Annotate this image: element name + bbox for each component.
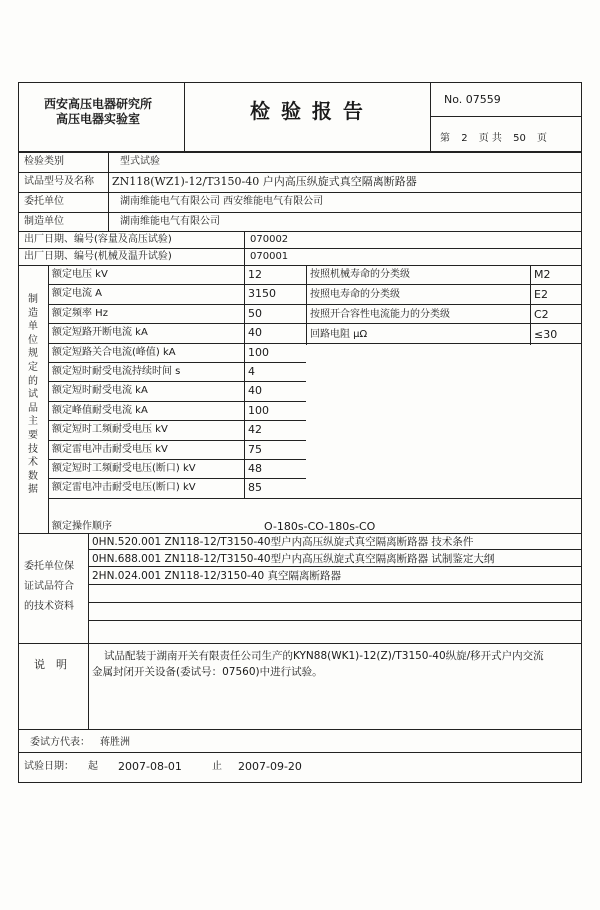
spec-row-value: 48 [248, 462, 262, 475]
spec-side-char: 制 [28, 294, 38, 305]
spec-row-line-value [244, 343, 582, 344]
client-value: 湖南维能电气有限公司 西安维能电气有限公司 [120, 196, 324, 207]
spec-vline-value [244, 265, 245, 498]
report-number: No. 07559 [444, 93, 501, 106]
org-name-line1: 西安高压电器研究所 [44, 97, 153, 111]
op-sequence-value: O-180s-CO-180s-CO [264, 520, 376, 533]
tech-line-1 [88, 549, 582, 550]
tech-line-end [18, 643, 582, 644]
spec-row-label: 额定短路开断电流 kA [52, 327, 148, 339]
dates-label: 试验日期： [24, 761, 74, 772]
category-value: 型式试验 [120, 156, 160, 167]
spec-side-char: 位 [28, 334, 38, 346]
spec-row-label: 额定短时工频耐受电压(断口) kV [52, 463, 196, 474]
spec-row-value: 100 [248, 345, 269, 359]
spec-row-value: 42 [248, 423, 262, 437]
client-label: 委托单位 [24, 196, 64, 207]
spec-side-char: 试 [28, 389, 38, 401]
spec-row-value: 40 [248, 384, 262, 398]
spec-side-char: 主 [28, 416, 38, 428]
info-vline-2 [244, 231, 245, 265]
header-divider-1 [184, 82, 185, 152]
spec-right-label: 按照机械寿命的分类级 [310, 269, 410, 280]
page-number: 2 [461, 133, 468, 144]
spec-row-line [48, 440, 244, 441]
spec-right-label: 按照开合容性电流能力的分类级 [310, 309, 450, 320]
spec-row-line-value [244, 420, 306, 421]
spec-row-label: 额定短路关合电流(峰值) kA [52, 346, 176, 358]
spec-side-char: 技 [28, 443, 38, 455]
info-line-6 [18, 265, 582, 266]
info-line-2 [18, 192, 582, 193]
agent-label: 委试方代表： [30, 737, 90, 748]
spec-row-label: 额定电压 kV [52, 269, 108, 280]
spec-row-line [48, 362, 244, 363]
page-indicator [440, 132, 547, 145]
spec-vline-right [306, 265, 307, 345]
maker-label: 制造单位 [24, 216, 64, 227]
spec-row-label: 额定短时耐受电流 kA [52, 385, 148, 397]
spec-right-label: 按照电寿命的分类级 [310, 289, 400, 300]
spec-row-line-value [244, 304, 582, 305]
spec-right-value: M2 [534, 268, 551, 281]
spec-side-char: 术 [28, 457, 38, 469]
spec-row-value: 3150 [248, 287, 276, 301]
spec-row-line-value [244, 362, 306, 363]
spec-row-line-value [244, 284, 582, 285]
spec-right-value: ≤30 [534, 328, 558, 341]
spec-line-end [18, 533, 582, 534]
dates-start-label: 起 [88, 761, 98, 772]
info-line-4 [18, 231, 582, 232]
note-vline [88, 643, 89, 729]
spec-side-char: 要 [28, 430, 38, 441]
spec-row-line [48, 478, 244, 479]
spec-line-op [48, 498, 582, 499]
tech-doc-2: 0HN.688.001 ZN118-12/T3150-40型户内高压纵旋式真空隔离断路器 试制鉴定大纲 [92, 553, 495, 565]
tech-line-3 [88, 584, 582, 585]
info-line-3 [18, 212, 582, 213]
header-divider-3 [430, 116, 582, 117]
note-line-end [18, 729, 582, 730]
serial1-value: 070002 [250, 234, 289, 245]
spec-row-value: 100 [248, 403, 269, 417]
dates-start: 2007-08-01 [118, 760, 182, 773]
serial2-label: 出厂日期、编号(机械及温升试验) [24, 251, 172, 262]
spec-row-line [48, 459, 244, 460]
op-sequence-label: 额定操作顺序 [52, 521, 112, 532]
info-line-1 [18, 172, 582, 173]
spec-row-value: 40 [248, 326, 262, 340]
agent-name: 蒋胜洲 [100, 737, 130, 748]
spec-side-char: 品 [28, 402, 38, 414]
tech-side-line1: 委托单位保 [24, 561, 74, 572]
spec-row-value: 75 [248, 442, 262, 456]
spec-row-value: 50 [248, 306, 262, 320]
page-mid: 页 共 [478, 133, 502, 144]
spec-side-char: 规 [28, 348, 38, 360]
org-name-line2: 高压电器实验室 [56, 112, 141, 126]
spec-right-value: C2 [534, 308, 549, 321]
tech-doc-3: 2HN.024.001 ZN118-12/3150-40 真空隔离断路器 [92, 570, 342, 582]
page-total: 50 [513, 133, 526, 144]
spec-row-label: 额定雷电冲击耐受电压(断口) kV [52, 482, 196, 494]
spec-row-label: 额定峰值耐受电流 kA [52, 404, 148, 416]
spec-row-label: 额定短时耐受电流持续时间 s [52, 366, 181, 377]
info-line-5 [18, 248, 582, 249]
spec-side-char: 数 [28, 470, 38, 482]
spec-vline-right2 [530, 265, 531, 345]
note-line-2: 金属封闭开关设备(委试号：07560)中进行试验。 [92, 666, 323, 678]
spec-row-label: 额定雷电冲击耐受电压 kV [52, 443, 168, 455]
spec-row-line-value [244, 459, 306, 460]
serial1-label: 出厂日期、编号(容量及高压试验) [24, 234, 172, 245]
spec-row-line [48, 401, 244, 402]
spec-row-line-value [244, 401, 306, 402]
spec-side-char: 据 [28, 484, 38, 496]
note-label: 说 明 [34, 658, 67, 671]
spec-row-line-value [244, 381, 306, 382]
spec-row-line [48, 343, 244, 344]
maker-value: 湖南维能电气有限公司 [120, 216, 220, 227]
dates-end-label: 止 [212, 761, 222, 772]
tech-side-line2: 证试品符合 [24, 581, 74, 592]
model-label: 试品型号及名称 [24, 176, 94, 187]
spec-row-line-value [244, 478, 306, 479]
spec-row-value: 4 [248, 365, 255, 378]
agent-line-end [18, 752, 582, 753]
spec-row-label: 额定频率 Hz [52, 307, 108, 319]
spec-row-label: 额定短时工频耐受电压 kV [52, 424, 168, 436]
spec-side-char: 的 [28, 375, 38, 387]
spec-right-value: E2 [534, 288, 548, 301]
serial2-value: 070001 [250, 251, 289, 262]
spec-row-line-value [244, 323, 582, 324]
header-divider-2 [430, 82, 431, 152]
tech-line-5 [88, 620, 582, 621]
note-line-1: 试品配装于湖南开关有限责任公司生产的KYN88(WK1)-12(Z)/T3150-40纵旋/移开式户内交流 [104, 650, 544, 662]
info-vline-1 [108, 152, 109, 231]
dates-end: 2007-09-20 [238, 760, 302, 773]
spec-vline-side [48, 265, 49, 533]
tech-side-line3: 的技术资料 [24, 601, 74, 612]
report-title: 检 验 报 告 [250, 99, 365, 123]
page-suffix: 页 [537, 133, 548, 144]
spec-side-char: 单 [28, 321, 38, 333]
tech-line-4 [88, 602, 582, 603]
tech-doc-1: 0HN.520.001 ZN118-12/T3150-40型户内高压纵旋式真空隔离断路器 技术条件 [92, 536, 474, 548]
category-label: 检验类别 [24, 156, 64, 167]
spec-right-label: 回路电阻 μΩ [310, 329, 368, 340]
spec-row-label: 额定电流 A [52, 288, 103, 300]
spec-row-value: 85 [248, 481, 262, 495]
tech-line-2 [88, 566, 582, 567]
spec-side-char: 造 [28, 307, 38, 319]
spec-row-line [48, 381, 244, 382]
model-value: ZN118(WZ1)-12/T3150-40 户内高压纵旋式真空隔离断路器 [112, 175, 417, 188]
spec-side-char: 定 [28, 362, 38, 373]
spec-row-value: 12 [248, 268, 262, 281]
spec-row-line-value [244, 440, 306, 441]
page-prefix: 第 [440, 133, 450, 144]
spec-row-line [48, 420, 244, 421]
